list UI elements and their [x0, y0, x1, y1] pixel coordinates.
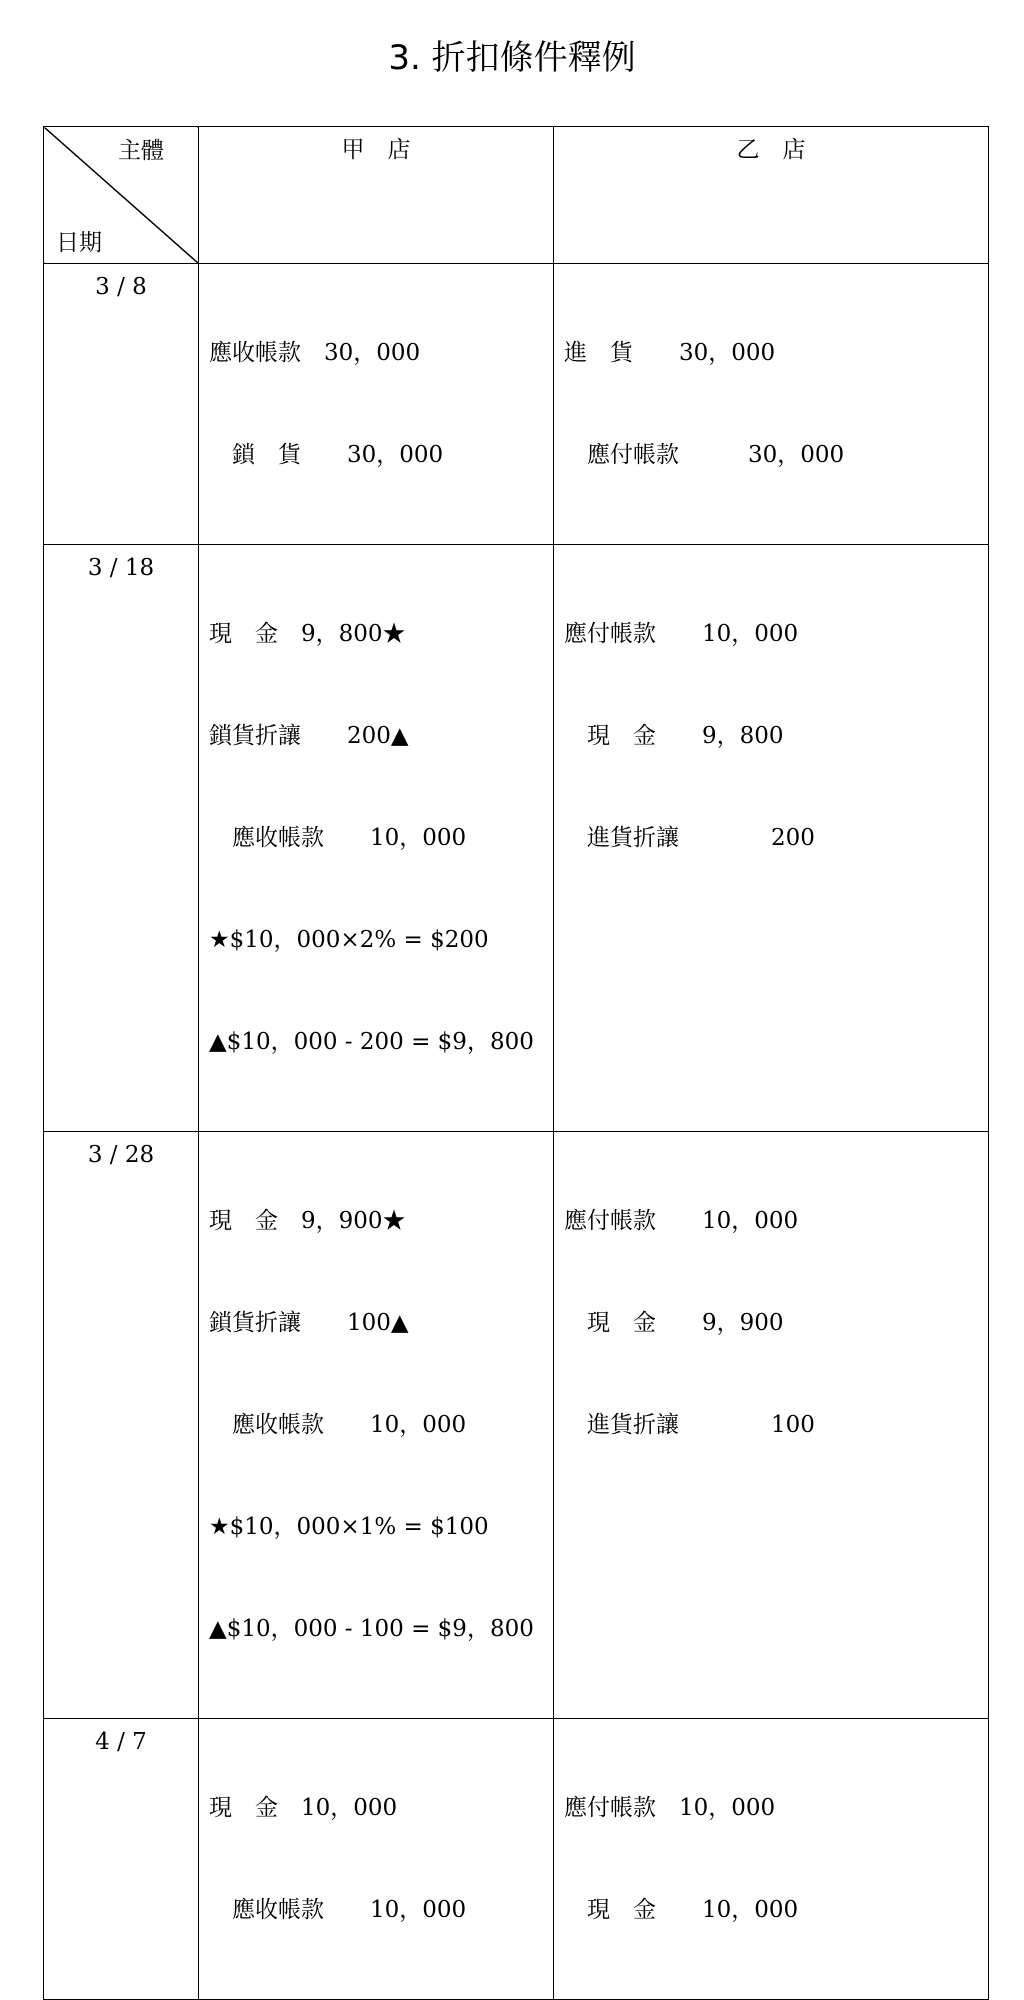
table-header-row [44, 127, 989, 264]
table-row [44, 264, 989, 545]
calculation-note-line: ▲$10，000 - 100 = $9，800 [209, 1616, 534, 1642]
entry-line: 應付帳款 10，000 [564, 1795, 776, 1821]
entry-line: 現 金 9，800★ [209, 621, 406, 647]
entry-line: 應付帳款 30，000 [564, 442, 845, 468]
entry-line: 進貨折讓 100 [564, 1412, 815, 1438]
calculation-note-line: ▲$10，000 - 200 = $9，800 [209, 1029, 534, 1055]
slide-title: 3. 折扣條件釋例 [388, 38, 636, 78]
store-a-entry-cell [199, 545, 554, 1132]
date-cell: 3 / 28 [44, 1132, 199, 1719]
store-a-entry-cell [199, 1132, 554, 1719]
date-cell: 3 / 8 [44, 264, 199, 545]
discount-example-table [43, 126, 989, 2000]
table-row [44, 1132, 989, 1719]
calculation-note-line: ★$10，000×2% = $200 [209, 927, 489, 953]
table-row [44, 1719, 989, 2000]
calculation-note-line: ★$10，000×1% = $100 [209, 1514, 489, 1540]
table-row [44, 545, 989, 1132]
entry-line: 應收帳款 10，000 [209, 1412, 467, 1438]
entry-line: 現 金 9，800 [564, 723, 784, 749]
entry-line: 現 金 10，000 [564, 1897, 799, 1923]
entry-line: 現 金 9，900 [564, 1310, 784, 1336]
corner-date-label: 日期 [56, 230, 102, 256]
entry-line: 鎖貨折讓 100▲ [209, 1310, 409, 1336]
corner-header-cell [44, 127, 199, 264]
store-b-entry-cell [554, 1132, 989, 1719]
date-cell: 3 / 18 [44, 545, 199, 1132]
entry-line: 應收帳款 30，000 [209, 340, 421, 366]
entry-line: 應收帳款 10，000 [209, 825, 467, 851]
store-b-entry-cell [554, 1719, 989, 2000]
date-cell: 4 / 7 [44, 1719, 199, 2000]
store-a-entry-cell [199, 264, 554, 545]
entry-line: 鎖貨折讓 200▲ [209, 723, 409, 749]
entry-line: 進貨折讓 200 [564, 825, 815, 851]
store-a-entry-cell [199, 1719, 554, 2000]
column-header-store-a: 甲 店 [199, 127, 554, 264]
store-b-entry-cell [554, 545, 989, 1132]
entry-line: 應付帳款 10，000 [564, 1208, 799, 1234]
corner-subject-label: 主體 [118, 138, 164, 164]
entry-line: 進 貨 30，000 [564, 340, 776, 366]
entry-line: 現 金 9，900★ [209, 1208, 406, 1234]
entry-line: 鎖 貨 30，000 [209, 442, 444, 468]
store-b-entry-cell [554, 264, 989, 545]
entry-line: 應付帳款 10，000 [564, 621, 799, 647]
column-header-store-b: 乙 店 [554, 127, 989, 264]
entry-line: 現 金 10，000 [209, 1795, 398, 1821]
entry-line: 應收帳款 10，000 [209, 1897, 467, 1923]
